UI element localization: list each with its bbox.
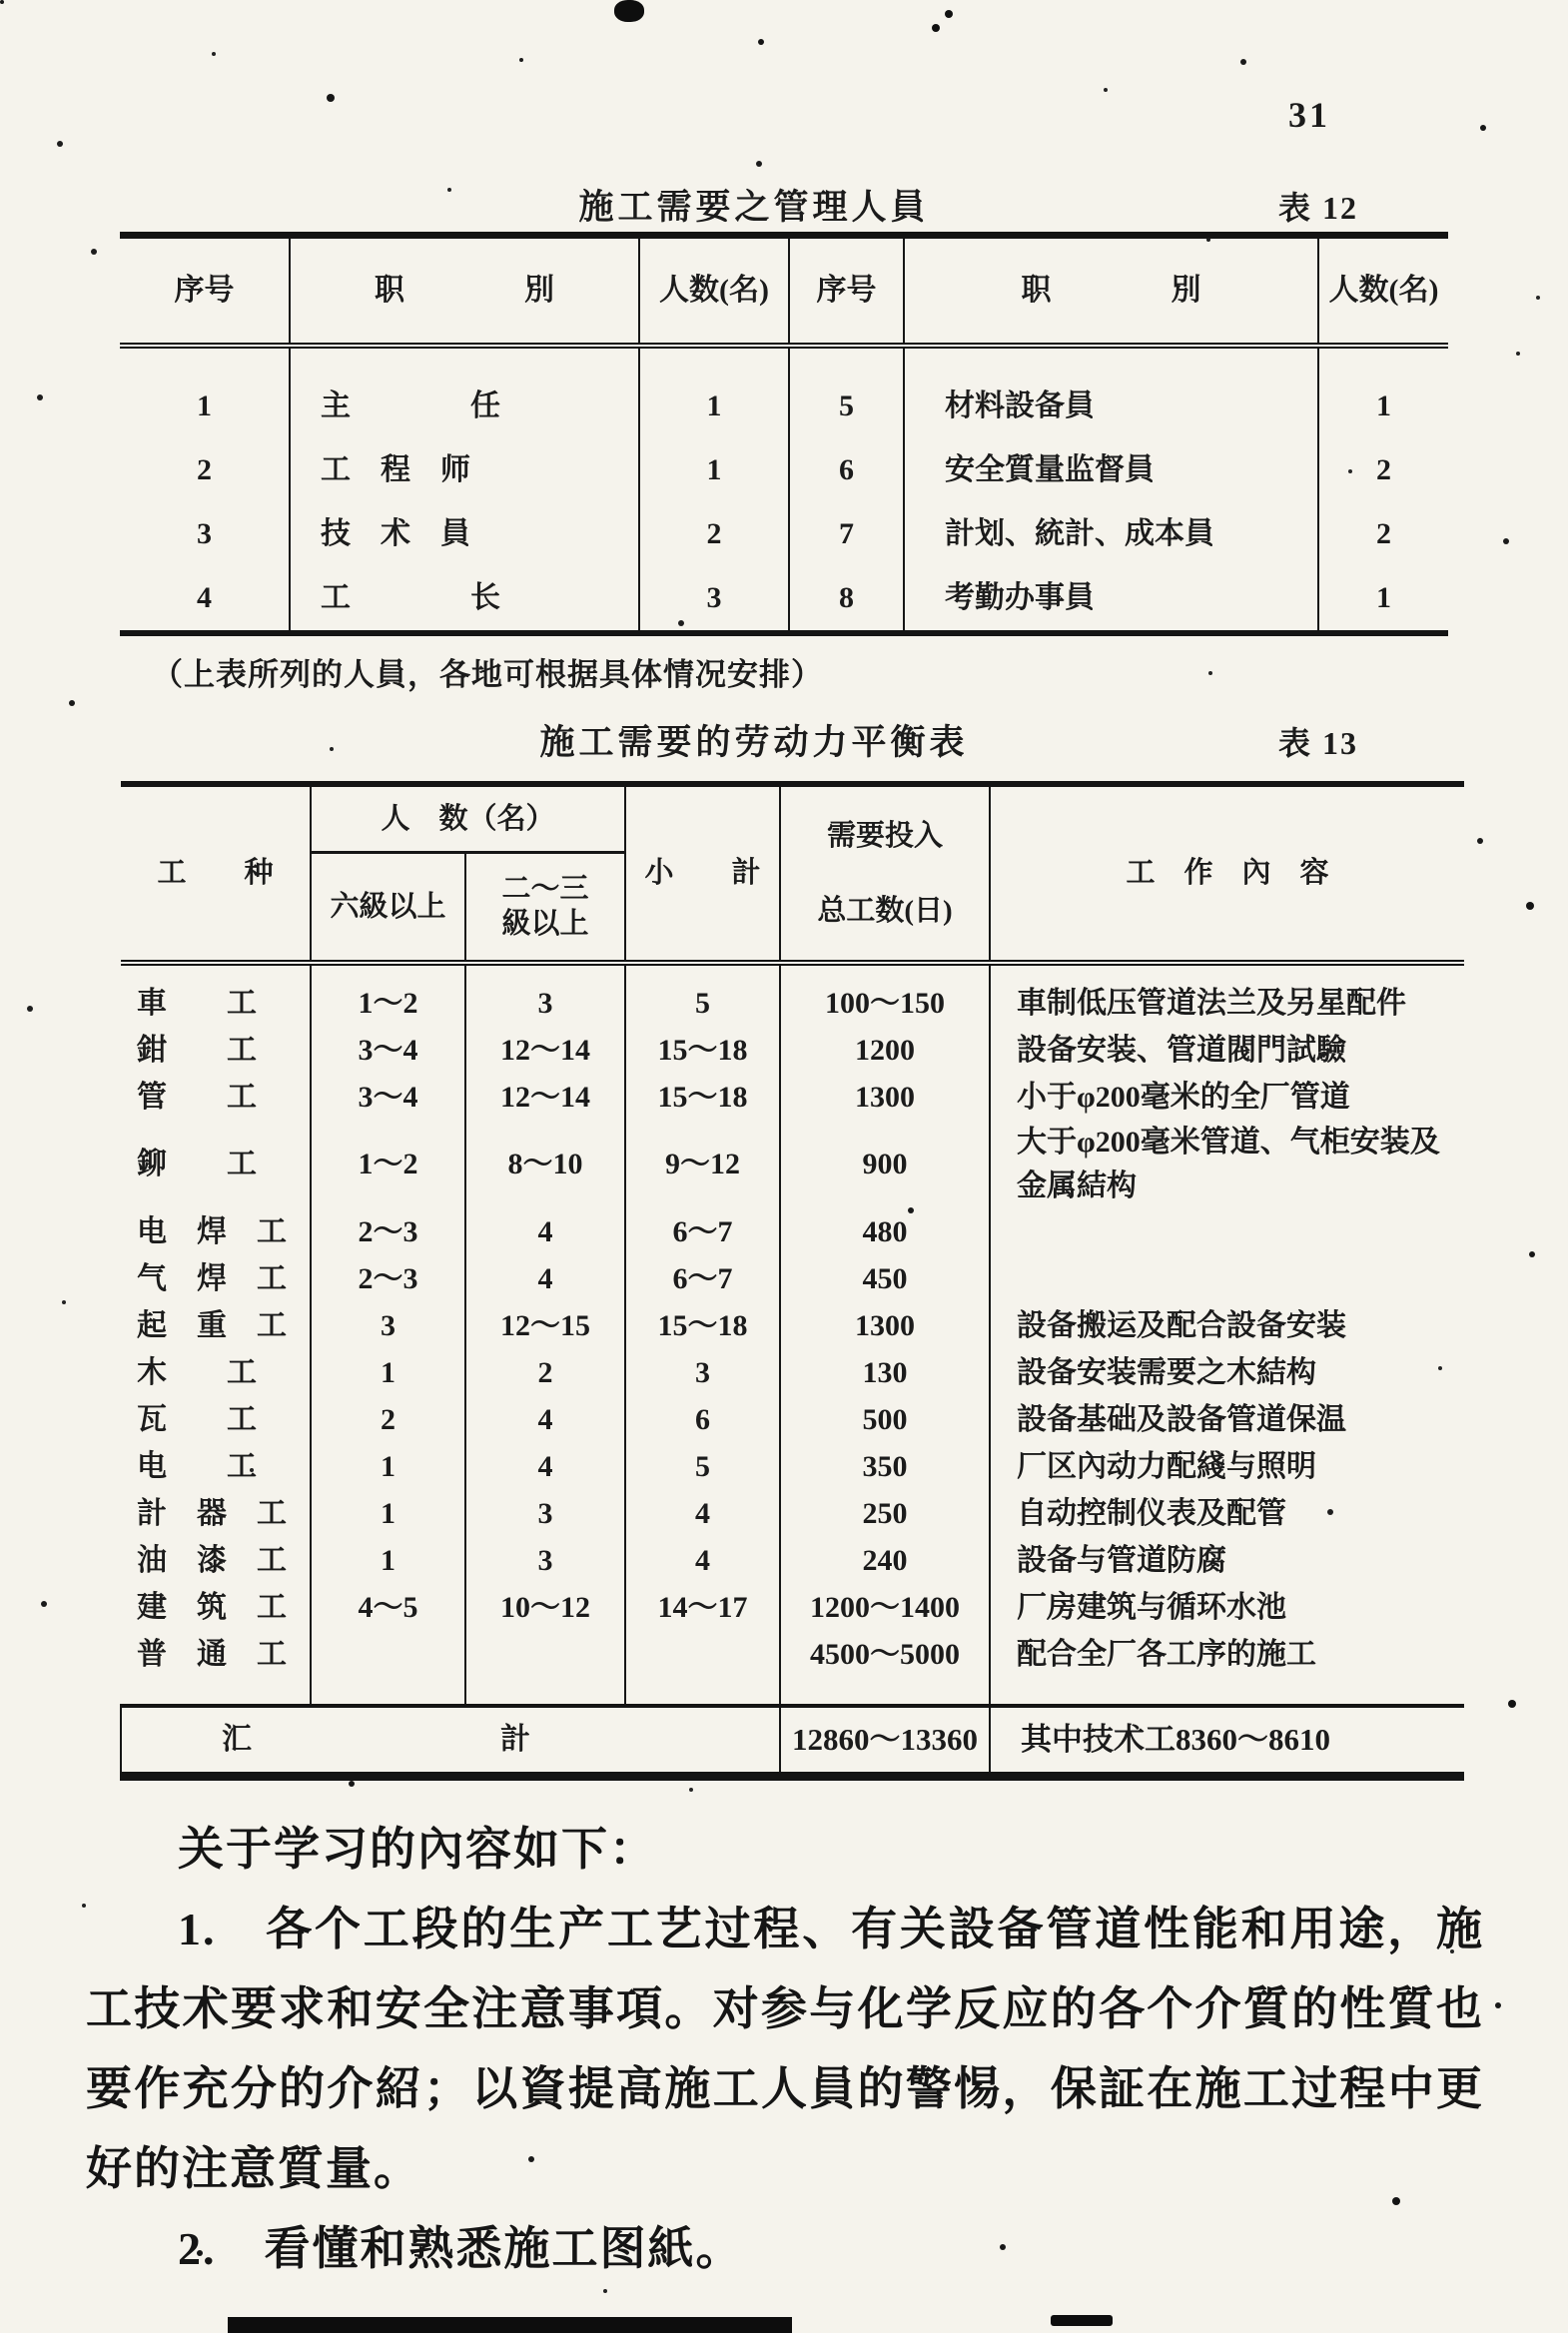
- table-cell: 12～14: [465, 1027, 625, 1074]
- total-value: 12860～13360: [780, 1706, 990, 1777]
- table-cell: 130: [780, 1349, 990, 1396]
- table-cell: 厂区內动力配綫与照明: [990, 1443, 1464, 1490]
- table13-title: 施工需要的劳动力平衡表: [539, 723, 969, 762]
- table-cell: [311, 1631, 465, 1706]
- table-cell: 2: [639, 502, 789, 566]
- table-cell: 15～18: [625, 1302, 780, 1349]
- table-cell: [465, 1631, 625, 1706]
- col-jobtitle-right: 职 別: [904, 236, 1318, 347]
- table13-row: [121, 1074, 1464, 1121]
- table-cell: 3: [197, 517, 212, 551]
- table-cell: 考勤办事員: [904, 566, 1318, 633]
- table-cell: 4: [465, 1255, 625, 1302]
- table-cell: 3: [639, 566, 789, 633]
- col-grade2-3: [465, 853, 625, 964]
- table-cell: 480: [780, 1208, 990, 1255]
- table-cell: 4: [625, 1490, 780, 1537]
- table-cell: 450: [780, 1255, 990, 1302]
- table-cell: 4: [465, 1443, 625, 1490]
- table13-row: [121, 1631, 1464, 1706]
- table-cell: 1～2: [311, 1121, 465, 1208]
- paragraph-intro: 关于学习的內容如下：: [178, 1824, 657, 1875]
- table-cell: [990, 1208, 1464, 1255]
- table-cell: 14～17: [625, 1584, 780, 1631]
- table13-row: [121, 1490, 1464, 1537]
- table-cell: 12～14: [465, 1074, 625, 1121]
- table-cell: 普 通 工: [137, 1637, 287, 1671]
- table13-row: [121, 1255, 1464, 1302]
- table12-row: [120, 566, 1448, 633]
- table-cell: 安全質量监督員: [904, 438, 1318, 502]
- col-subtotal: 小 計: [625, 784, 780, 963]
- table12-titlebar: [120, 180, 1448, 230]
- table-cell: 材料設备員: [904, 346, 1318, 438]
- table-cell: 管 工: [137, 1080, 257, 1114]
- table-cell: 4500～5000: [780, 1631, 990, 1706]
- table-cell: 250: [780, 1490, 990, 1537]
- table-cell: 3: [465, 963, 625, 1027]
- table-cell: 8: [789, 566, 904, 633]
- table-cell: 5: [789, 346, 904, 438]
- table13-row: [121, 1396, 1464, 1443]
- paragraph-item2: 2. 看懂和熟悉施工图紙。: [178, 2223, 744, 2274]
- total-note: 其中技术工8360～8610: [990, 1706, 1464, 1777]
- table-cell: 1: [639, 438, 789, 502]
- table-cell: 5: [625, 963, 780, 1027]
- table-cell: 設备基础及設备管道保温: [990, 1396, 1464, 1443]
- table-cell: [625, 1631, 780, 1706]
- table-cell: 6: [625, 1396, 780, 1443]
- col-grade2-3-line2: 級以上: [501, 908, 589, 940]
- table-cell: 1: [639, 346, 789, 438]
- table-cell: 3: [625, 1349, 780, 1396]
- table12-management-personnel: [120, 232, 1448, 636]
- table-cell: 5: [625, 1443, 780, 1490]
- col-count-right: 人数(名): [1318, 236, 1448, 347]
- table-cell: 設备搬运及配合設备安装: [990, 1302, 1464, 1349]
- table-cell: 8～10: [465, 1121, 625, 1208]
- table-cell: 2: [1318, 502, 1448, 566]
- table13-labor-balance: [120, 781, 1464, 1781]
- col-required-line2: 总工数(日): [817, 894, 953, 927]
- col-serial-left: 序号: [120, 236, 290, 347]
- table13-footer: [121, 1706, 1464, 1777]
- table-cell: 12～15: [465, 1302, 625, 1349]
- table-cell: 240: [780, 1537, 990, 1584]
- table-cell: 車 工: [137, 986, 257, 1020]
- col-count-left: 人数(名): [639, 236, 789, 347]
- table-cell: 1: [311, 1443, 465, 1490]
- noise-speckles: [0, 0, 4, 4]
- table13-row: [121, 1443, 1464, 1490]
- table-cell: 2: [311, 1396, 465, 1443]
- table12-title: 施工需要之管理人員: [578, 188, 930, 227]
- table-cell: 建 筑 工: [137, 1590, 287, 1624]
- table-cell: 1300: [780, 1074, 990, 1121]
- col-worktype: 工 种: [121, 784, 311, 963]
- table13-row: [121, 963, 1464, 1027]
- table-cell: 2: [465, 1349, 625, 1396]
- table-cell: 自动控制仪表及配管: [990, 1490, 1464, 1537]
- table13-row: [121, 1208, 1464, 1255]
- table-cell: 7: [789, 502, 904, 566]
- table-cell: 工 长: [290, 566, 639, 633]
- table-cell: 1300: [780, 1302, 990, 1349]
- table-cell: 6～7: [625, 1255, 780, 1302]
- table-cell: 計 器 工: [137, 1496, 287, 1530]
- table-cell: 500: [780, 1396, 990, 1443]
- table-cell: 15～18: [625, 1074, 780, 1121]
- table-cell: 起 重 工: [137, 1308, 287, 1342]
- table-cell: 1～2: [311, 963, 465, 1027]
- table13-body: [121, 963, 1464, 1706]
- table-cell: 技 术 員: [290, 502, 639, 566]
- table-cell: 1200: [780, 1027, 990, 1074]
- table-cell: 3～4: [311, 1027, 465, 1074]
- table-cell: 鉚 工: [137, 1148, 257, 1181]
- paragraph-item1: 1. 各个工段的生产工艺过程、有关設备管道性能和用途，施工技术要求和安全注意事項。对参与化学反应的各个介質的性質也要作充分的介紹；以資提高施工人員的警惕，保証在施工过程中更好的注意質量。: [86, 1904, 1484, 2194]
- col-required-workdays: [780, 784, 990, 963]
- table13-row: [121, 1584, 1464, 1631]
- table-cell: 1: [1318, 566, 1448, 633]
- table-cell: 1: [311, 1349, 465, 1396]
- table-cell: 4: [465, 1208, 625, 1255]
- col-grade6-plus: 六級以上: [311, 853, 465, 964]
- table-cell: 油 漆 工: [137, 1543, 287, 1577]
- col-required-line1: 需要投入: [827, 820, 944, 853]
- scan-edge-strip: [228, 2317, 792, 2333]
- table-cell: 3: [465, 1490, 625, 1537]
- table12-header-row: [120, 236, 1448, 347]
- table-cell: 350: [780, 1443, 990, 1490]
- table12-row: [120, 438, 1448, 502]
- table12-header: [120, 236, 1448, 347]
- table-cell: 1: [311, 1537, 465, 1584]
- table-cell: 9～12: [625, 1121, 780, 1208]
- col-serial-right: 序号: [789, 236, 904, 347]
- table-cell: 4: [197, 581, 212, 615]
- table-cell: 設备安装、管道閥門試驗: [990, 1027, 1464, 1074]
- table-cell: 小于φ200毫米的全厂管道: [990, 1074, 1464, 1121]
- table-cell: 設备安装需要之木結构: [990, 1349, 1464, 1396]
- table-cell: 厂房建筑与循环水池: [990, 1584, 1464, 1631]
- table13-row: [121, 1349, 1464, 1396]
- table13-row: [121, 1302, 1464, 1349]
- ink-blob: [614, 0, 644, 22]
- table-cell: 1: [311, 1490, 465, 1537]
- table-cell: 車制低压管道法兰及另星配件: [990, 963, 1464, 1027]
- col-jobtitle-left: 职 別: [290, 236, 639, 347]
- page-number: 31: [1288, 95, 1330, 135]
- table-cell: 3: [465, 1537, 625, 1584]
- table-cell: 大于φ200毫米管道、气柜安装及金属結构: [990, 1121, 1464, 1208]
- col-people-group: 人 数（名）: [311, 784, 625, 853]
- table-cell: 鉗 工: [137, 1033, 257, 1067]
- total-label: 汇 計: [121, 1706, 780, 1777]
- table-cell: 2: [197, 453, 212, 487]
- table-cell: 4: [465, 1396, 625, 1443]
- table-cell: 瓦 工: [137, 1402, 257, 1436]
- table12-note: （上表所列的人員，各地可根据具体情况安排）: [152, 657, 823, 692]
- table-cell: 計划、統計、成本員: [904, 502, 1318, 566]
- table13-titlebar: [120, 715, 1448, 765]
- table-cell: 900: [780, 1121, 990, 1208]
- table-cell: 电 工: [137, 1449, 257, 1483]
- table-cell: 1200～1400: [780, 1584, 990, 1631]
- table13-row: [121, 1121, 1464, 1208]
- table-cell: 2～3: [311, 1208, 465, 1255]
- table12-body: [120, 346, 1448, 633]
- table-cell: 3: [311, 1302, 465, 1349]
- scan-edge-strip-small: [1051, 2315, 1113, 2326]
- table12-row: [120, 346, 1448, 438]
- table-cell: 3～4: [311, 1074, 465, 1121]
- table-cell: [990, 1255, 1464, 1302]
- table-cell: 10～12: [465, 1584, 625, 1631]
- table12-row: [120, 502, 1448, 566]
- table-cell: 4: [625, 1537, 780, 1584]
- table12-label: 表 12: [1277, 190, 1358, 226]
- table-cell: 工 程 师: [290, 438, 639, 502]
- table-cell: 2～3: [311, 1255, 465, 1302]
- table-cell: 4～5: [311, 1584, 465, 1631]
- table-cell: 电 焊 工: [137, 1214, 287, 1248]
- table13-header-row1: [121, 784, 1464, 853]
- table-cell: 配合全厂各工序的施工: [990, 1631, 1464, 1706]
- col-work-content: 工 作 內 容: [990, 784, 1464, 963]
- table-cell: 6: [789, 438, 904, 502]
- table13-row: [121, 1027, 1464, 1074]
- table13-row: [121, 1537, 1464, 1584]
- table-cell: 1: [1318, 346, 1448, 438]
- table13-total-row: [121, 1706, 1464, 1777]
- table-cell: 气 焊 工: [137, 1261, 287, 1295]
- table-cell: 木 工: [137, 1355, 257, 1389]
- table-cell: 100～150: [780, 963, 990, 1027]
- table13-header: [121, 784, 1464, 963]
- body-text: [86, 1810, 1484, 2289]
- table-cell: 1: [197, 389, 212, 423]
- table-cell: 2: [1318, 438, 1448, 502]
- table13-label: 表 13: [1277, 725, 1358, 761]
- table-cell: 設备与管道防腐: [990, 1537, 1464, 1584]
- table-cell: 6～7: [625, 1208, 780, 1255]
- table-cell: 主 任: [290, 346, 639, 438]
- table-cell: 15～18: [625, 1027, 780, 1074]
- col-grade2-3-line1: 二～三: [501, 873, 589, 906]
